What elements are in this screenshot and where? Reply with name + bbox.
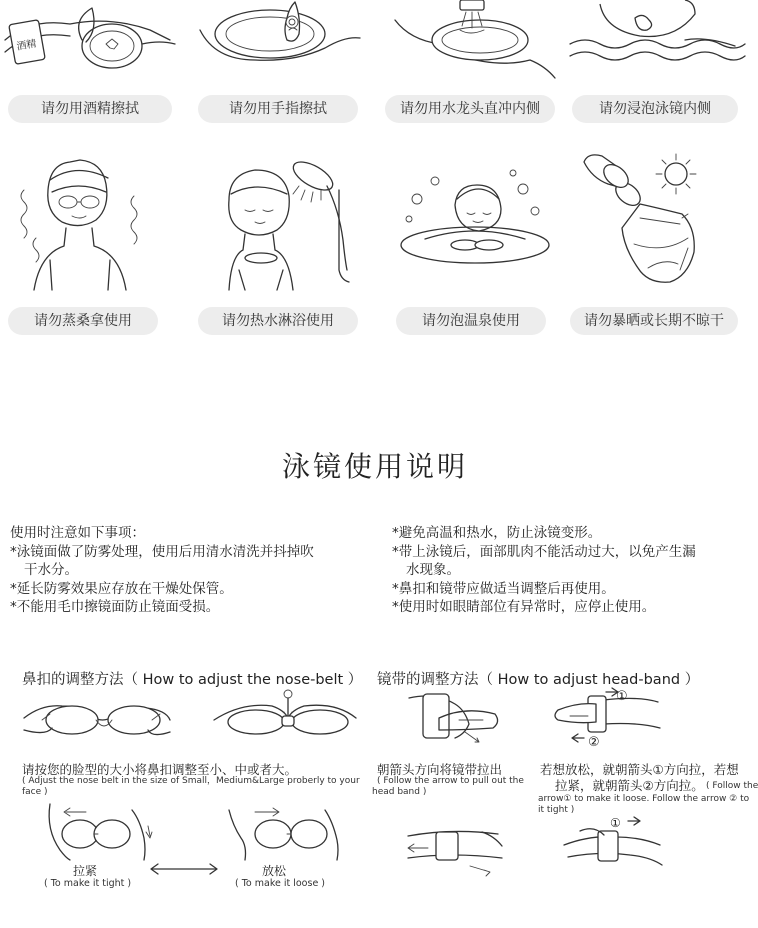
head-band-loose-en: ( Follow the xyxy=(706,781,758,791)
double-arrow-icon xyxy=(148,862,220,876)
sauna-illustration xyxy=(10,150,160,295)
note-line: *不能用毛巾擦镜面防止镜面受损。 xyxy=(10,599,220,615)
head-band-loose-en-2: arrow① to make it loose. Follow the arrow ② to xyxy=(538,794,750,804)
note-line: 干水分。 xyxy=(24,562,78,578)
head-band-loose-cn: 若想放松，就朝箭头①方向拉，若想 xyxy=(540,762,739,777)
head-band-loosen-illustration xyxy=(548,688,668,750)
note-line: 使用时注意如下事项： xyxy=(10,525,145,541)
sun-exposure-illustration xyxy=(578,148,738,296)
finger-wipe-illustration xyxy=(195,0,365,82)
faucet-rinse-illustration xyxy=(390,0,560,82)
arrow-marker-1b: ① xyxy=(610,816,621,830)
warning-label-hot-spring: 请勿泡温泉使用 xyxy=(396,307,546,335)
nose-belt-desc-cn: 请按您的脸型的大小将鼻扣调整至小、中或者大。 xyxy=(22,762,298,777)
loose-label-cn: 放松 xyxy=(262,864,287,878)
note-line: *使用时如眼睛部位有异常时，应停止使用。 xyxy=(392,599,656,615)
note-line: *带上泳镜后，面部肌肉不能活动过大，以免产生漏 xyxy=(392,543,696,560)
nose-belt-desc-en: ( Adjust the nose belt in the size of Small，Medium&Large proberly to your xyxy=(22,776,360,786)
warning-label-alcohol: 请勿用酒精擦拭 xyxy=(8,95,172,123)
head-band-pull-cn: 朝箭头方向将镜带拉出 xyxy=(377,762,503,777)
alcohol-wipe-illustration xyxy=(0,0,180,82)
warning-label-soak: 请勿浸泡泳镜内侧 xyxy=(572,95,738,123)
head-band-heading: 镜带的调整方法（ How to adjust head-band ） xyxy=(377,672,700,688)
warning-label-sun: 请勿暴晒或长期不晾干 xyxy=(570,307,738,335)
nose-belt-heading: 鼻扣的调整方法（ How to adjust the nose-belt ） xyxy=(22,672,363,688)
loose-label-en: ( To make it loose ) xyxy=(235,878,326,889)
nose-belt-loose-illustration xyxy=(225,800,345,862)
hot-spring-illustration xyxy=(395,165,555,285)
arrow-marker-1: ① xyxy=(616,689,628,704)
head-band-pull-illustration xyxy=(405,690,505,748)
note-line: *鼻扣和镜带应做适当调整后再使用。 xyxy=(392,580,615,597)
sauna-icon xyxy=(10,150,160,295)
tight-label-en: ( To make it tight ) xyxy=(44,878,132,889)
hot-spring-icon xyxy=(395,165,555,285)
head-band-pull-en-2: head band ) xyxy=(372,787,427,797)
head-band-loose-cn-2: 拉紧，就朝箭头②方向拉。 xyxy=(555,778,704,793)
shower-illustration xyxy=(215,150,375,295)
sun-icon xyxy=(665,163,687,185)
note-line: 水现象。 xyxy=(406,562,460,578)
nose-belt-goggles-illustration xyxy=(22,690,172,748)
note-line: *泳镜面做了防雾处理，使用后用清水清洗并抖掉吹 xyxy=(10,543,314,560)
nose-belt-tight-illustration xyxy=(40,800,160,862)
head-band-pull-en: ( Follow the arrow to pull out the xyxy=(377,776,524,786)
nose-belt-adjust-illustration xyxy=(212,686,358,748)
head-band-on-head-illustration xyxy=(402,818,512,880)
warning-label-faucet: 请勿用水龙头直冲内侧 xyxy=(385,95,555,123)
warning-label-finger: 请勿用手指擦拭 xyxy=(198,95,358,123)
finger-icon xyxy=(285,2,300,41)
nose-belt-desc-en-2: face ) xyxy=(22,787,48,797)
note-line: *延长防雾效果应存放在干燥处保管。 xyxy=(10,580,233,597)
warning-label-shower: 请勿热水淋浴使用 xyxy=(198,307,358,335)
head-band-loose-en-3: it tight ) xyxy=(538,805,575,815)
arrow-marker-2: ② xyxy=(588,735,600,750)
faucet-icon xyxy=(460,0,484,10)
page-title: 泳镜使用说明 xyxy=(281,450,468,483)
soak-illustration xyxy=(565,0,745,82)
bottle-label: 酒精 xyxy=(15,38,38,53)
tight-label-cn: 拉紧 xyxy=(73,864,98,878)
usage-notes-left xyxy=(10,524,370,617)
note-line: *避免高温和热水，防止泳镜变形。 xyxy=(392,525,602,541)
usage-notes-right xyxy=(392,524,742,617)
warning-label-sauna: 请勿蒸桑拿使用 xyxy=(8,307,158,335)
